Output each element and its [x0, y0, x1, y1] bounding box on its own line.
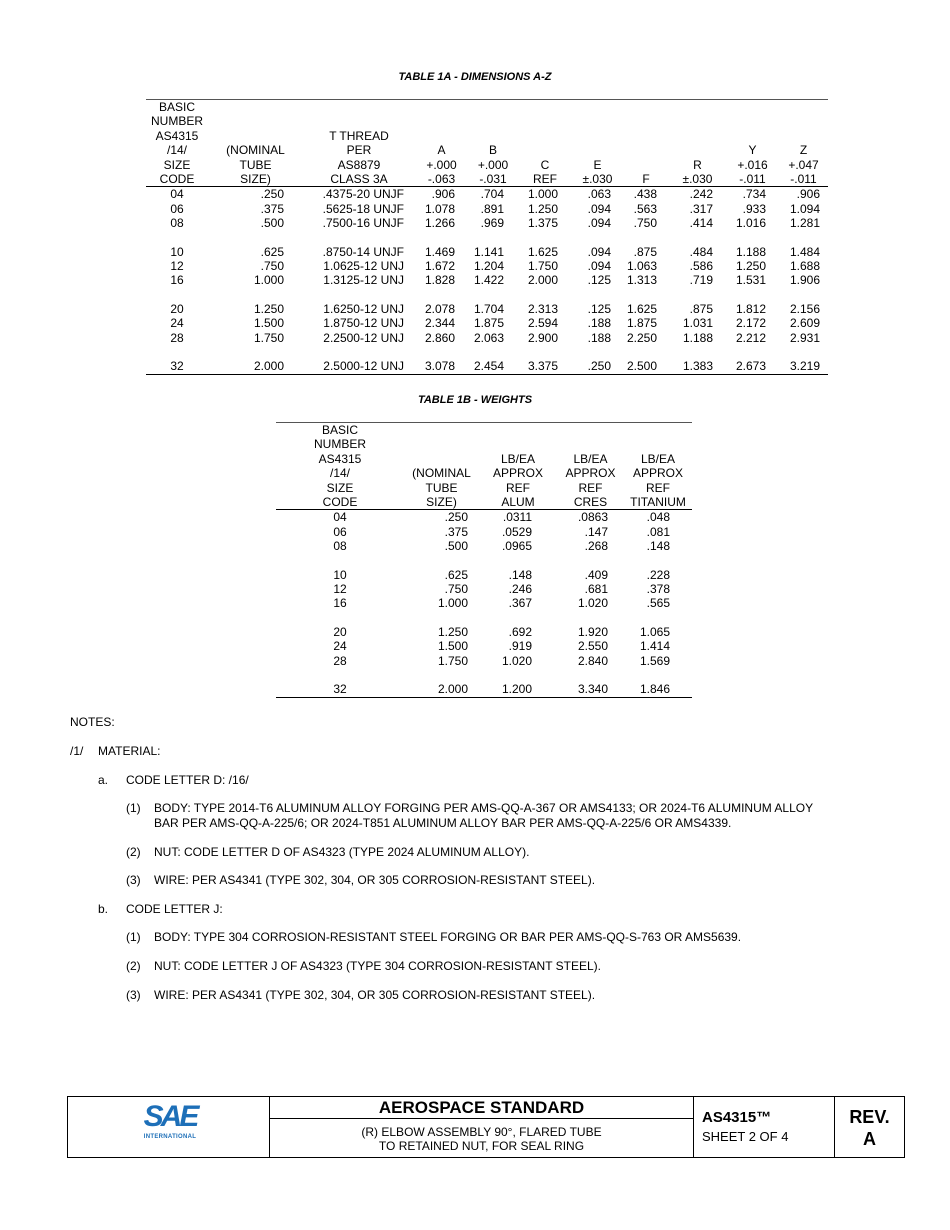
column-header-line: +.000 — [426, 157, 457, 172]
table-cell: 04 — [333, 510, 347, 525]
table-cell: .750 — [444, 582, 468, 597]
table-1a-caption: TABLE 1A - DIMENSIONS A-Z — [398, 71, 552, 83]
table-cell: .750 — [260, 259, 284, 274]
table-row — [146, 273, 828, 287]
table-cell: 1.250 — [735, 259, 766, 274]
column-header — [779, 100, 828, 187]
table-cell: 2.063 — [473, 330, 504, 345]
table-cell: .4375-20 UNJF — [322, 187, 404, 202]
table-cell: .250 — [444, 510, 468, 525]
table-cell: 2.594 — [527, 316, 558, 331]
column-header — [623, 100, 669, 187]
table-cell: 1.078 — [424, 201, 455, 216]
column-header-line: APPROX — [632, 466, 683, 481]
table-cell: 1.204 — [473, 259, 504, 274]
note-1a2-text: NUT: CODE LETTER D OF AS4323 (TYPE 2024 ALUMINUM ALLOY). — [154, 845, 530, 859]
table-row — [146, 216, 828, 230]
column-header-line: LB/EA — [500, 451, 536, 466]
table-cell: 1.000 — [527, 187, 558, 202]
table-cell: 2.673 — [726, 359, 779, 374]
table-cell: 2.172 — [735, 316, 766, 331]
column-header — [303, 100, 415, 187]
table-cell: 1.846 — [624, 682, 692, 697]
table-cell: 2.156 — [789, 301, 820, 316]
column-header — [404, 423, 479, 510]
table-cell: .719 — [689, 273, 713, 288]
table-1b-caption: TABLE 1B - WEIGHTS — [417, 394, 533, 406]
table-cell: .681 — [584, 582, 608, 597]
table-row — [146, 316, 828, 330]
column-header-line: NUMBER — [150, 114, 203, 129]
column-header — [624, 423, 692, 510]
note-1a1-line2: BAR PER AMS-QQ-A-225/6; OR 2024-T851 ALUMINUM ALLOY BAR PER AMS-QQ-A-225/6 OR AMS4339. — [154, 816, 732, 830]
table-row — [146, 259, 828, 273]
table-cell: 1.8750-12 UNJ — [323, 316, 404, 331]
table-cell: 1.063 — [626, 259, 657, 274]
table-cell: 2.609 — [789, 316, 820, 331]
column-header-line: (NOMINAL — [412, 466, 471, 481]
table-cell: .048 — [646, 510, 670, 525]
table-cell: 1.383 — [669, 359, 726, 374]
column-header-line: ALUM — [501, 495, 535, 510]
table-cell: 32 — [146, 359, 208, 374]
table-cell: .875 — [633, 244, 657, 259]
table-cell: .409 — [584, 567, 608, 582]
column-header-line: LB/EA — [573, 451, 608, 466]
table-cell: .500 — [444, 539, 468, 554]
column-header — [669, 100, 726, 187]
table-cell: 04 — [170, 187, 184, 202]
table-cell: 1.484 — [789, 244, 820, 259]
table-cell: .484 — [689, 244, 713, 259]
table-cell: 1.920 — [577, 624, 608, 639]
table-cell: .414 — [689, 216, 713, 231]
table-cell: 1.672 — [424, 259, 455, 274]
table-cell: 2.931 — [789, 330, 820, 345]
table-cell: 2.000 — [527, 273, 558, 288]
table-cell: .375 — [260, 201, 284, 216]
table-cell: 1.750 — [253, 330, 284, 345]
table-cell: 3.078 — [415, 359, 468, 374]
table-cell: 1.250 — [527, 201, 558, 216]
table-cell: 1.906 — [789, 273, 820, 288]
column-header-line: AS8879 — [337, 157, 381, 172]
table-cell: 24 — [333, 639, 347, 654]
table-cell: 1.016 — [735, 216, 766, 231]
table-cell: .875 — [689, 301, 713, 316]
table-row — [146, 331, 828, 345]
column-header-line: TITANIUM — [630, 495, 686, 510]
table-cell: .8750-14 UNJF — [322, 244, 404, 259]
table-1a-dimensions — [146, 99, 828, 375]
table-cell: 3.340 — [557, 682, 624, 697]
table-cell: .969 — [480, 216, 504, 231]
column-header-line: SIZE) — [240, 172, 271, 187]
table-cell: 1.020 — [577, 596, 608, 611]
table-cell: 2.2500-12 UNJ — [323, 330, 404, 345]
note-1b1-text: BODY: TYPE 304 CORROSION-RESISTANT STEEL FORGING OR BAR PER AMS-QQ-S-763 OR AMS5639. — [154, 930, 742, 944]
column-header — [146, 100, 208, 187]
sae-logo-subtext: INTERNATIONAL — [143, 1134, 197, 1140]
column-header — [726, 100, 779, 187]
table-cell: 08 — [170, 216, 184, 231]
column-header-line: CODE — [159, 172, 195, 187]
table-cell: 1.031 — [682, 316, 713, 331]
table-cell: .094 — [587, 244, 611, 259]
table-cell: .188 — [587, 330, 611, 345]
column-header-line: AS4315 — [155, 128, 199, 143]
table-cell: 1.750 — [527, 259, 558, 274]
table-cell: 2.860 — [424, 330, 455, 345]
note-1a3-text: WIRE: PER AS4341 (TYPE 302, 304, OR 305 CORROSION-RESISTANT STEEL). — [154, 873, 596, 887]
column-header-line: /14/ — [329, 466, 350, 481]
note-1-marker: /1/ — [70, 744, 84, 758]
column-header-line: Z — [799, 143, 808, 158]
column-header — [276, 423, 404, 510]
column-header-line: ±.030 — [582, 172, 613, 187]
table-row — [146, 202, 828, 216]
note-1b2-text: NUT: CODE LETTER J OF AS4323 (TYPE 304 CORROSION-RESISTANT STEEL). — [154, 959, 601, 973]
column-header-line: REF — [533, 172, 557, 187]
table-cell: 1.469 — [424, 244, 455, 259]
table-cell: 2.344 — [424, 316, 455, 331]
column-header-line: R — [693, 157, 702, 172]
table-cell: .891 — [480, 201, 504, 216]
note-1b-marker: b. — [98, 902, 109, 916]
table-cell: 3.375 — [518, 359, 572, 374]
table-cell: 1.188 — [735, 244, 766, 259]
table-row — [146, 359, 828, 374]
table-cell: 06 — [333, 524, 347, 539]
column-header — [518, 100, 572, 187]
table-cell: 20 — [333, 624, 347, 639]
table-cell: 2.454 — [468, 359, 518, 374]
group-spacer — [146, 288, 828, 302]
table-cell: 2.840 — [577, 653, 608, 668]
note-1b1-marker: (1) — [126, 930, 141, 944]
table-row — [146, 302, 828, 316]
table-cell: 1.875 — [626, 316, 657, 331]
column-header-line: -.011 — [790, 172, 817, 187]
table-cell: .094 — [587, 201, 611, 216]
table-row — [146, 187, 828, 202]
column-header-line: LB/EA — [640, 451, 676, 466]
table-cell: 10 — [333, 567, 347, 582]
notes-heading: NOTES: — [70, 715, 115, 729]
table-cell: 08 — [333, 539, 347, 554]
table-cell: .565 — [646, 596, 670, 611]
note-1b3-marker: (3) — [126, 988, 141, 1002]
table-cell: 1.000 — [253, 273, 284, 288]
column-header-line: TUBE — [239, 157, 272, 172]
note-1a-title: CODE LETTER D: /16/ — [126, 773, 249, 787]
table-cell: .147 — [584, 524, 608, 539]
document-number: AS4315™ — [702, 1109, 772, 1126]
table-cell: 1.688 — [789, 259, 820, 274]
table-cell: 1.422 — [473, 273, 504, 288]
table-row — [276, 654, 692, 668]
note-1a2-marker: (2) — [126, 845, 141, 859]
column-header-line: B — [488, 143, 497, 158]
table-cell: .246 — [508, 582, 532, 597]
table-cell: 1.625 — [626, 301, 657, 316]
column-header-line: CRES — [573, 495, 608, 510]
column-header-line: CODE — [322, 495, 358, 510]
table-cell: .7500-16 UNJF — [322, 216, 404, 231]
table-cell: 2.550 — [577, 639, 608, 654]
column-header-line: T THREAD — [329, 128, 389, 143]
column-header-line: AS4315 — [318, 451, 362, 466]
table-cell: .125 — [587, 273, 611, 288]
column-header-line: BASIC — [321, 423, 358, 437]
table-cell: 1.065 — [639, 624, 670, 639]
sheet-number: SHEET 2 OF 4 — [702, 1129, 789, 1144]
table-cell: 2.900 — [527, 330, 558, 345]
table-cell: 1.704 — [473, 301, 504, 316]
note-1a-marker: a. — [98, 773, 109, 787]
table-cell: .625 — [444, 567, 468, 582]
logo-cell — [68, 1097, 270, 1157]
table-cell: .268 — [584, 539, 608, 554]
table-cell: .734 — [742, 187, 766, 202]
table-cell: 1.0625-12 UNJ — [323, 259, 404, 274]
table-cell: 28 — [333, 653, 347, 668]
table-cell: 2.000 — [208, 359, 303, 374]
column-header-line: PER — [346, 143, 372, 158]
table-cell: 20 — [170, 301, 184, 316]
table-cell: 2.078 — [424, 301, 455, 316]
revision-cell — [835, 1097, 904, 1157]
group-spacer — [146, 231, 828, 245]
table-cell: .919 — [508, 639, 532, 654]
table-cell: 1.625 — [527, 244, 558, 259]
table-cell: .378 — [646, 582, 670, 597]
table-cell: .148 — [508, 567, 532, 582]
table-cell: .704 — [480, 187, 504, 202]
group-spacer — [276, 554, 692, 568]
table-cell: 1.266 — [424, 216, 455, 231]
column-header — [468, 100, 518, 187]
table-cell: 1.020 — [501, 653, 532, 668]
table-cell: 12 — [333, 582, 347, 597]
column-header-line: NUMBER — [313, 437, 366, 452]
table-cell: .250 — [572, 359, 623, 374]
table-cell: 12 — [170, 259, 184, 274]
table-cell: 3.219 — [779, 359, 828, 374]
column-header — [208, 100, 303, 187]
table-cell: 06 — [170, 201, 184, 216]
table-cell: .317 — [689, 201, 713, 216]
note-1a1-line1: BODY: TYPE 2014-T6 ALUMINUM ALLOY FORGING PER AMS-QQ-A-367 OR AMS4133; OR 2024-T6 ALUMINUM ALLOY — [154, 801, 814, 815]
column-header-line: APPROX — [565, 466, 616, 481]
table-cell: .0965 — [501, 539, 532, 554]
column-header — [572, 100, 623, 187]
document-title-line1: (R) ELBOW ASSEMBLY 90°, FLARED TUBE — [361, 1125, 602, 1139]
table-cell: 2.212 — [735, 330, 766, 345]
table-cell: 2.500 — [623, 359, 669, 374]
table-cell: 28 — [170, 330, 184, 345]
column-header-line: -.011 — [739, 172, 766, 187]
table-row — [276, 682, 692, 697]
column-header-line: -.063 — [427, 172, 456, 187]
column-header-line: REF — [506, 480, 530, 495]
table-cell: .438 — [633, 187, 657, 202]
table-cell: .586 — [689, 259, 713, 274]
table-cell: .094 — [587, 216, 611, 231]
table-cell: 1.569 — [639, 653, 670, 668]
table-cell: .0529 — [501, 524, 532, 539]
table-cell: .125 — [587, 301, 611, 316]
table-cell: 24 — [170, 316, 184, 331]
table-row — [276, 510, 692, 525]
table-cell: .933 — [742, 201, 766, 216]
revision-label: REV. — [849, 1107, 890, 1127]
document-title-line2: TO RETAINED NUT, FOR SEAL RING — [378, 1139, 585, 1153]
document-number-cell — [694, 1097, 835, 1157]
table-row — [276, 596, 692, 610]
column-header-line: SIZE — [326, 480, 354, 495]
table-cell: .081 — [646, 524, 670, 539]
table-cell: .250 — [260, 187, 284, 202]
table-cell: .094 — [587, 259, 611, 274]
table-cell: 1.812 — [735, 301, 766, 316]
table-cell: 1.375 — [527, 216, 558, 231]
column-header-line: +.000 — [477, 157, 509, 172]
table-cell: 1.313 — [626, 273, 657, 288]
title-block — [67, 1096, 905, 1158]
table-cell: .625 — [260, 244, 284, 259]
table-1b-weights — [276, 422, 692, 698]
column-header-line: Y — [748, 143, 757, 158]
table-cell: 32 — [276, 682, 404, 697]
note-1b2-marker: (2) — [126, 959, 141, 973]
group-spacer — [276, 611, 692, 625]
column-header — [479, 423, 557, 510]
column-header — [557, 423, 624, 510]
note-1a3-marker: (3) — [126, 873, 141, 887]
group-spacer — [146, 345, 828, 359]
table-cell: .148 — [646, 539, 670, 554]
group-spacer — [276, 668, 692, 682]
column-header-line: C — [540, 157, 550, 172]
table-cell: 1.750 — [437, 653, 468, 668]
table-cell: .906 — [796, 187, 820, 202]
column-header-line: BASIC — [158, 100, 195, 114]
table-cell: 2.5000-12 UNJ — [303, 359, 415, 374]
table-cell: .063 — [587, 187, 611, 202]
column-header-line: +.016 — [737, 157, 768, 172]
table-cell: .5625-18 UNJF — [322, 201, 404, 216]
column-header — [415, 100, 468, 187]
column-header-line: -.031 — [479, 172, 507, 187]
table-cell: .0311 — [502, 510, 532, 525]
table-row — [276, 582, 692, 596]
table-cell: .750 — [633, 216, 657, 231]
table-cell: 10 — [170, 244, 184, 259]
column-header-line: REF — [646, 480, 670, 495]
table-cell: .692 — [508, 624, 532, 639]
table-cell: 1.500 — [437, 639, 468, 654]
note-1b-title: CODE LETTER J: — [126, 902, 223, 916]
note-1a1-marker: (1) — [126, 801, 141, 815]
sae-logo-text: SAE — [143, 1100, 197, 1133]
column-header-line: +.047 — [788, 157, 819, 172]
table-cell: 1.6250-12 UNJ — [323, 301, 404, 316]
column-header-line: CLASS 3A — [330, 172, 388, 187]
table-cell: .375 — [444, 524, 468, 539]
table-cell: 1.281 — [789, 216, 820, 231]
table-cell: 2.250 — [626, 330, 657, 345]
column-header-line: /14/ — [166, 143, 187, 158]
table-cell: .0863 — [577, 510, 608, 525]
table-cell: 1.141 — [473, 244, 504, 259]
table-row — [276, 568, 692, 582]
table-cell: .563 — [633, 201, 657, 216]
table-cell: 16 — [333, 596, 347, 611]
table-cell: 1.3125-12 UNJ — [323, 273, 404, 288]
table-cell: 1.200 — [479, 682, 557, 697]
column-header-line: (NOMINAL — [226, 143, 285, 158]
table-row — [146, 245, 828, 259]
revision-value: A — [863, 1129, 876, 1149]
table-cell: 16 — [170, 273, 184, 288]
sae-logo — [137, 1101, 203, 1141]
table-cell: .188 — [587, 316, 611, 331]
table-cell: 1.000 — [437, 596, 468, 611]
column-header-line: F — [642, 172, 650, 187]
table-cell: 1.500 — [253, 316, 284, 331]
standard-label: AEROSPACE STANDARD — [270, 1097, 693, 1119]
table-row — [276, 639, 692, 653]
title-cell — [270, 1097, 694, 1157]
table-cell: 1.094 — [789, 201, 820, 216]
column-header-line: SIZE — [163, 157, 191, 172]
table-cell: 2.000 — [404, 682, 479, 697]
column-header-line: E — [593, 157, 602, 172]
table-cell: .242 — [689, 187, 713, 202]
table-cell: .906 — [431, 187, 455, 202]
table-cell: 1.250 — [253, 301, 284, 316]
table-row — [276, 625, 692, 639]
note-1-title: MATERIAL: — [98, 744, 161, 758]
column-header-line: APPROX — [492, 466, 543, 481]
table-row — [276, 539, 692, 553]
table-cell: .228 — [646, 567, 670, 582]
table-cell: .367 — [508, 596, 532, 611]
note-1b3-text: WIRE: PER AS4341 (TYPE 302, 304, OR 305 CORROSION-RESISTANT STEEL). — [154, 988, 596, 1002]
table-cell: 1.414 — [639, 639, 670, 654]
table-row — [276, 525, 692, 539]
table-cell: 2.313 — [527, 301, 558, 316]
column-header-line: TUBE — [425, 480, 458, 495]
column-header-line: SIZE) — [426, 495, 457, 510]
table-cell: 1.188 — [682, 330, 713, 345]
table-cell: 1.531 — [735, 273, 766, 288]
table-cell: 1.875 — [473, 316, 504, 331]
table-cell: 1.250 — [437, 624, 468, 639]
table-cell: .500 — [260, 216, 284, 231]
column-header-line: ±.030 — [682, 172, 713, 187]
column-header-line: A — [437, 143, 446, 158]
column-header-line: REF — [578, 480, 603, 495]
table-cell: 1.828 — [424, 273, 455, 288]
